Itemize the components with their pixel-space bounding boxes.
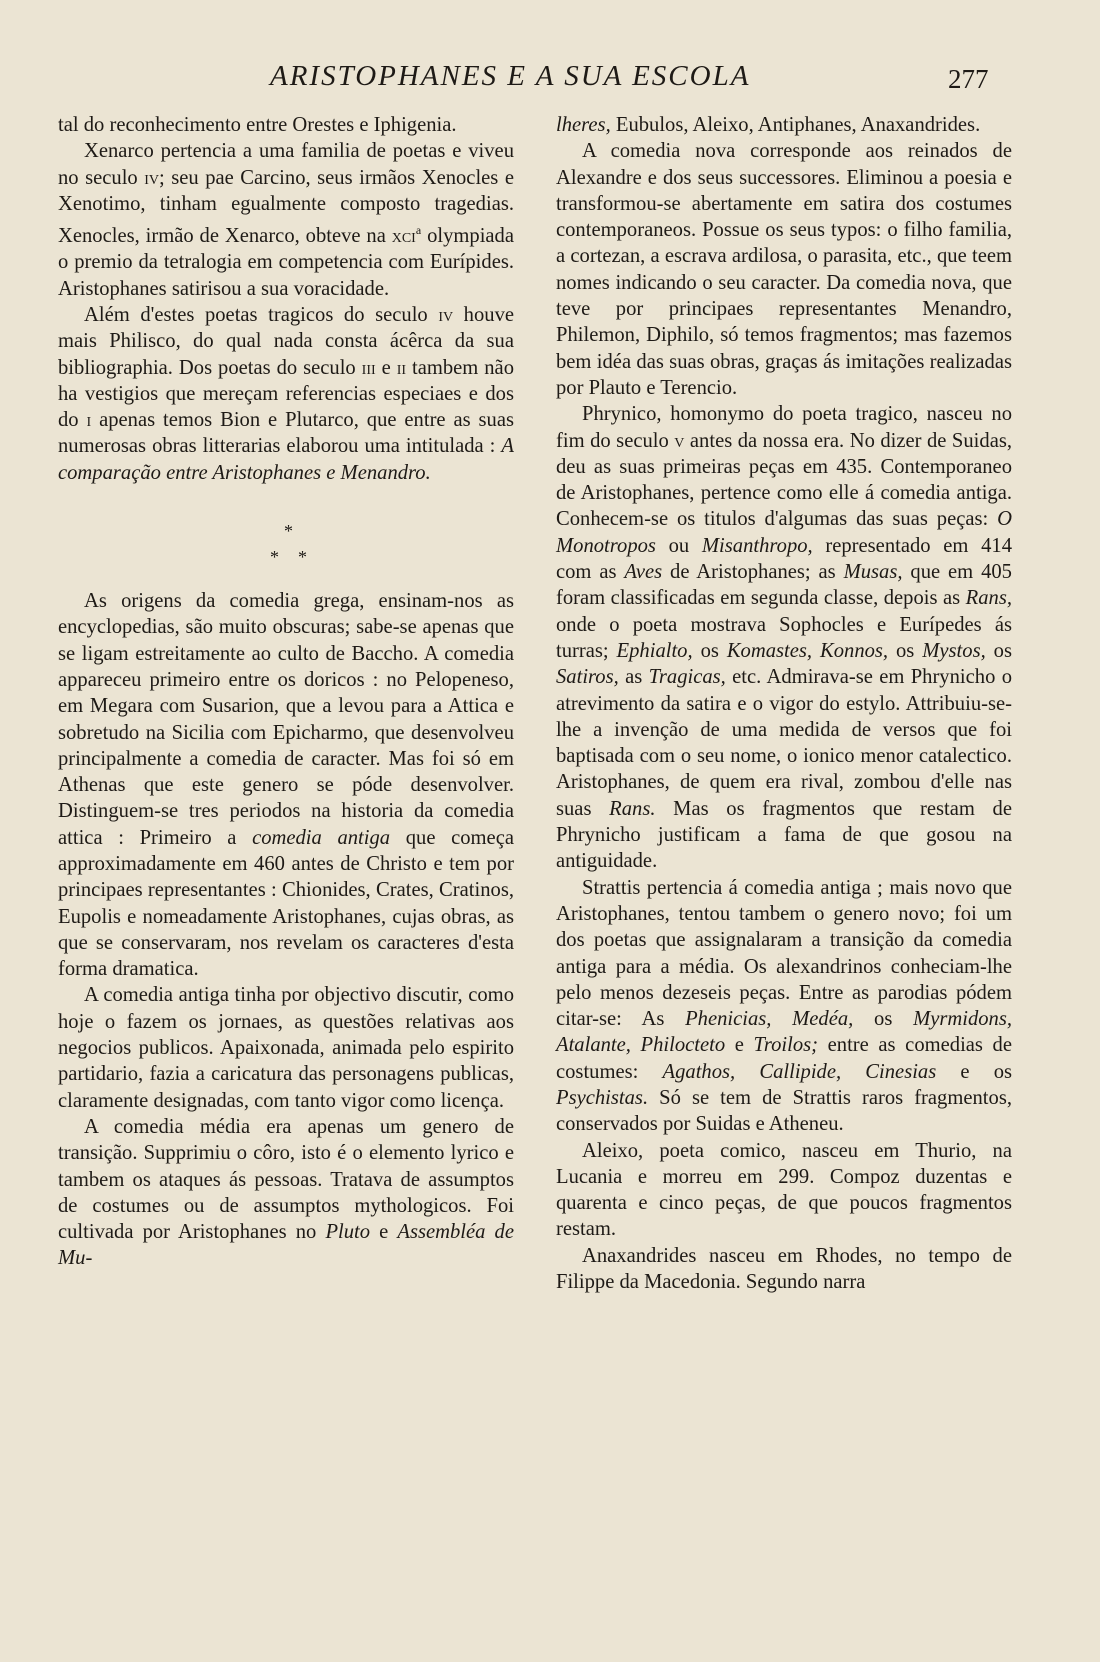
separator-asterisk: * [284, 521, 293, 542]
left-column [58, 112, 514, 1272]
running-title: ARISTOPHANES E A SUA ESCOLA [270, 60, 751, 92]
paragraph: Além d'estes poetas tragicos do seculo iv houve mais Philisco, do qual nada consta ácêrca da sua bibliographia. Dos poetas do seculo iii e ii tambem não ha vestigios que mereçam referencias especiaes e dos do i apenas temos Bion e Plutarco, que entre as suas numerosas obras litterarias elaborou uma intitulada : A comparação entre Aristophanes e Menandro. [58, 303, 515, 484]
separator-asterisk: * [298, 547, 307, 568]
paragraph: Phrynico, homonymo do poeta tragico, nasceu no fim do seculo v antes da nossa era. No dizer de Suidas, deu as suas primeiras peças em 435. Contemporaneo de Aristophanes, pertence como elle á comedia antiga. Conhecem-se os titulos d'algumas das suas peças: O Monotropos ou Misanthropo, representado em 414 com as Aves de Aristophanes; as Musas, que em 405 foram classificadas em segunda classe, depois as Rans, onde o poeta mostrava Sophocles e Eurípedes ás turras; Ephialto, os Komastes, Konnos, os Mystos, os Satiros, as Tragicas, etc. Admirava-se em Phrynicho o atrevimento da satira e o vigor do estylo. Attribuiu-se-lhe a invenção de uma medida de versos que foi baptisada com o seu nome, o ionico menor catalectico. Aristophanes, de quem era rival, zombou d'elle nas suas Rans. Mas os fragmentos que restam de Phrynicho justificam a fama de que gosou na antiguidade. [556, 403, 1013, 873]
section-separator [58, 486, 514, 588]
paragraph: lheres, Eubulos, Aleixo, Antiphanes, Anaxandrides. [556, 114, 981, 136]
paragraph: A comedia nova corresponde aos reinados de Alexandre e dos seus successores. Eliminou a poesia e transformou-se abertamente em satira dos costumes contemporaneos. Possue os seus typos: o filho familia, a cortezan, a escrava ardilosa, o parasita, etc., que teem nomes indicando o seu caracter. Da comedia nova, que teve por principaes representantes Menandro, Philemon, Diphilo, só temos fragmentos; mas fazemos bem idéa das suas obras, graças ás imitações realizadas por Plauto e Terencio. [556, 140, 1012, 399]
paragraph: tal do reconhecimento entre Orestes e Iphigenia. [58, 114, 457, 136]
page-number: 277 [948, 64, 989, 94]
paragraph: A comedia média era apenas um genero de transição. Supprimiu o côro, isto é o elemento lyrico e tambem os ataques ás pessoas. Tratava de assumptos de costumes ou de assumptos mythologicos. Foi cultivada por Aristophanes no Pluto e Assembléa de Mu- [58, 1115, 514, 1270]
paragraph: As origens da comedia grega, ensinam-nos as encyclopedias, são muito obscuras; sabe-se apenas que se ligam estreitamente ao culto de Baccho. A comedia appareceu primeiro entre os doricos : no Pelopeneso, em Megara com Susarion, que a levou para a Attica e sobretudo na Sicilia com Epicharmo, que desenvolveu principalmente a comedia de caracter. Mas foi só em Athenas que este genero se póde desenvolver. Distinguem-se tres periodos na historia da comedia attica : Primeiro a comedia antiga que começa approximadamente em 460 antes de Christo e tem por principaes representantes : Chionides, Crates, Cratinos, Eupolis e nomeadamente Aristophanes, cujas obras, as que se conservaram, nos revelam os caracteres d'esta forma dramatica. [58, 590, 514, 981]
right-column [556, 112, 1012, 1295]
paragraph: Xenarco pertencia a uma familia de poetas e viveu no seculo iv; seu pae Carcino, seus irmãos Xenocles e Xenotimo, tinham egualmente composto tragedias. Xenocles, irmão de Xenarco, obteve na xci$^a$ olympiada o premio da tetralogia em competencia com Eurípides. Aristophanes satirisou a sua voracidade. [58, 140, 514, 300]
paragraph: A comedia antiga tinha por objectivo discutir, como hoje o fazem os jornaes, as questões relativas aos negocios publicos. Apaixonada, animada pelo espirito partidario, fazia a caricatura das personagens publicas, claramente designadas, com tanto vigor como licença. [58, 984, 514, 1112]
paragraph: Anaxandrides nasceu em Rhodes, no tempo de Filippe da Macedonia. Segundo narra [556, 1244, 1012, 1294]
paragraph: Strattis pertencia á comedia antiga ; mais novo que Aristophanes, tentou tambem o genero novo; foi um dos poetas que assignalaram a transição da comedia antiga para a média. Os alexandrinos conheciam-lhe pelo menos dezeseis peças. Entre as parodias pódem citar-se: As Phenicias, Medéa, os Myrmidons, Atalante, Philocteto e Troilos; entre as comedias de costumes: Agathos, Callipide, Cinesias e os Psychistas. Só se tem de Strattis raros fragmentos, conservados por Suidas e Atheneu. [556, 876, 1013, 1136]
running-head [0, 48, 1100, 98]
paragraph: Aleixo, poeta comico, nasceu em Thurio, na Lucania e morreu em 299. Compoz duzentas e quarenta e cinco peças, de que poucos fragmentos restam. [556, 1139, 1012, 1241]
separator-asterisk: * [270, 547, 279, 568]
